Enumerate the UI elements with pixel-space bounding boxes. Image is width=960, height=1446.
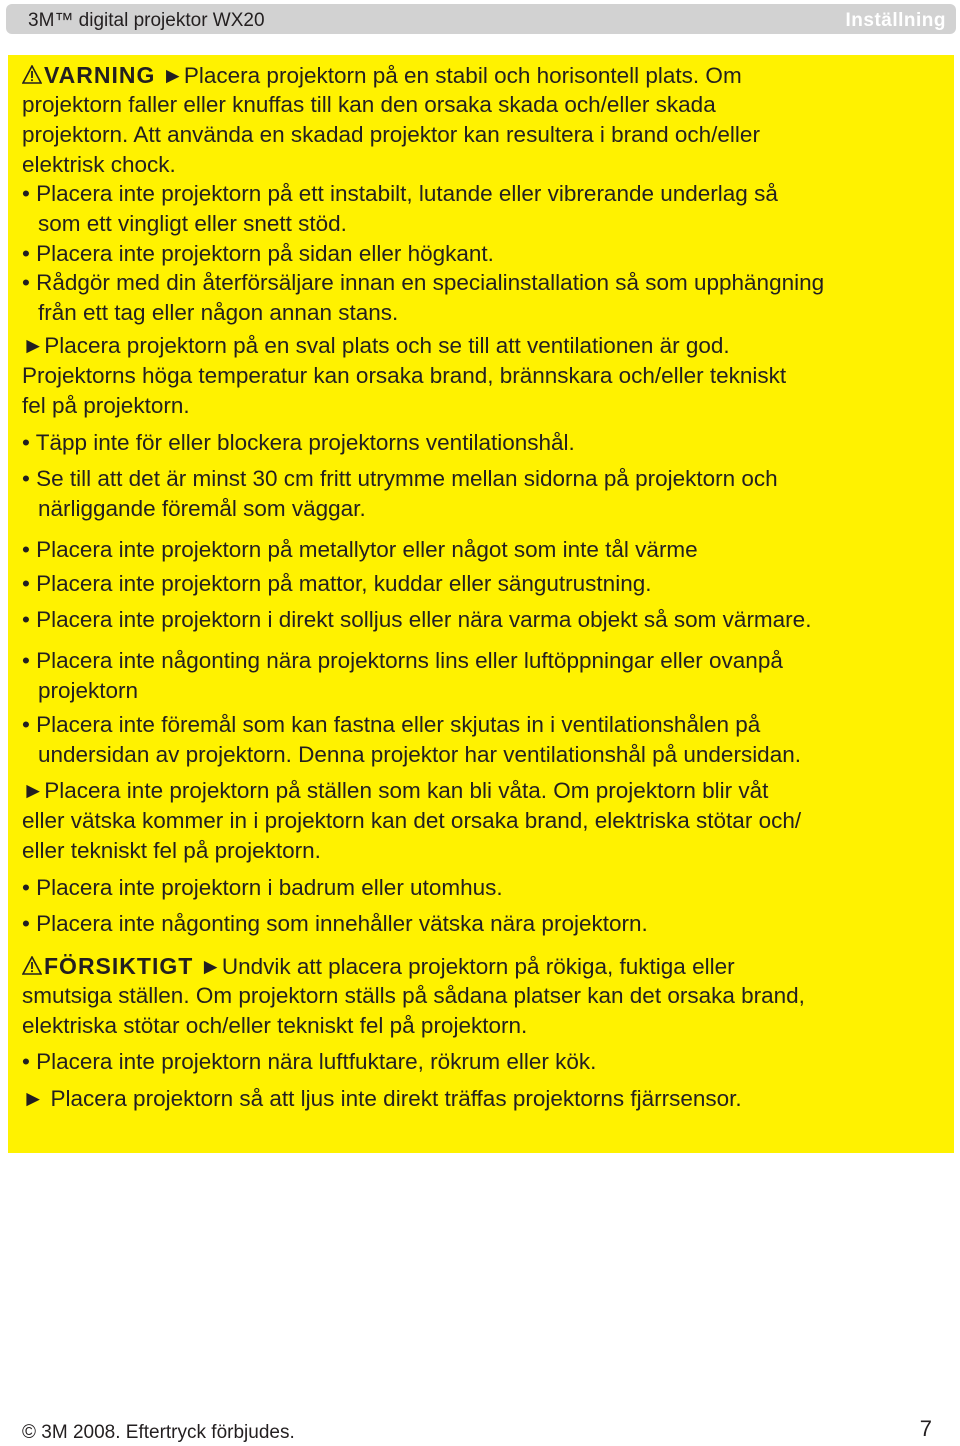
section-title: Inställning	[845, 10, 946, 31]
document-title: 3M™ digital projektor WX20	[28, 10, 265, 31]
bullet-item: • Placera inte projektorn på mattor, kuddar eller sängutrustning.	[22, 571, 652, 596]
bullet-item: • Täpp inte för eller blockera projektorns ventilationshål.	[22, 430, 575, 455]
copyright-notice: © 3M 2008. Eftertryck förbjudes.	[22, 1422, 295, 1443]
warning-text-line: elektrisk chock.	[22, 152, 176, 177]
warning-heading-line	[22, 60, 742, 91]
warning-label: VARNING	[44, 62, 156, 88]
bullet-item: • Placera inte projektorn nära luftfuktare, rökrum eller kök.	[22, 1049, 597, 1074]
warning-text-line: Projektorns höga temperatur kan orsaka brand, brännskara och/eller tekniskt	[22, 363, 787, 388]
bullet-item-continuation: projektorn	[38, 678, 139, 703]
bullet-item: • Placera inte projektorn på metallytor eller något som inte tål värme	[22, 537, 698, 562]
page-number: 7	[919, 1416, 932, 1441]
bullet-item: • Placera inte projektorn på ett instabilt, lutande eller vibrerande underlag så	[22, 181, 778, 206]
warning-intro: ►Placera projektorn på en stabil och horisontell plats. Om	[161, 63, 742, 88]
caution-intro: ►Undvik att placera projektorn på rökiga, fuktiga eller	[199, 954, 735, 979]
bullet-item: • Placera inte projektorn på sidan eller högkant.	[22, 241, 494, 266]
warning-text-line: eller vätska kommer in i projektorn kan det orsaka brand, elektriska stötar och/	[22, 808, 802, 833]
caution-text-line: elektriska stötar och/eller tekniskt fel på projektorn.	[22, 1013, 528, 1038]
bullet-item: • Placera inte någonting nära projektorns lins eller luftöppningar eller ovanpå	[22, 648, 783, 673]
header-bar	[6, 4, 956, 34]
bullet-item: • Rådgör med din återförsäljare innan en specialinstallation så som upphängning	[22, 270, 825, 295]
bullet-item-continuation: undersidan av projektorn. Denna projektor har ventilationshål på undersidan.	[38, 742, 801, 767]
warning-paragraph: ►Placera inte projektorn på ställen som kan bli våta. Om projektorn blir våt	[22, 778, 769, 803]
warning-triangle-icon	[22, 956, 42, 976]
bullet-item: • Placera inte någonting som innehåller vätska nära projektorn.	[22, 911, 648, 936]
warning-text-line: projektorn faller eller knuffas till kan den orsaka skada och/eller skada	[22, 92, 716, 117]
warning-paragraph: ►Placera projektorn på en sval plats och se till att ventilationen är god.	[22, 333, 730, 358]
warning-text-line: eller tekniskt fel på projektorn.	[22, 838, 321, 863]
warning-text-line: projektorn. Att använda en skadad projektor kan resultera i brand och/eller	[22, 122, 760, 147]
bullet-item-continuation: närliggande föremål som väggar.	[38, 496, 366, 521]
bullet-item-continuation: från ett tag eller någon annan stans.	[38, 300, 399, 325]
caution-text-line: smutsiga ställen. Om projektorn ställs på sådana platser kan det orsaka brand,	[22, 983, 805, 1008]
warning-triangle-icon	[22, 65, 42, 85]
warning-text-line: fel på projektorn.	[22, 393, 190, 418]
caution-heading-line	[22, 951, 735, 982]
bullet-item-continuation: som ett vingligt eller snett stöd.	[38, 211, 347, 236]
caution-paragraph: ► Placera projektorn så att ljus inte direkt träffas projektorns fjärrsensor.	[22, 1086, 742, 1111]
bullet-item: • Placera inte föremål som kan fastna eller skjutas in i ventilationshålen på	[22, 712, 761, 737]
bullet-item: • Placera inte projektorn i direkt solljus eller nära varma objekt så som värmare.	[22, 607, 812, 632]
bullet-item: • Se till att det är minst 30 cm fritt utrymme mellan sidorna på projektorn och	[22, 466, 778, 491]
caution-label: FÖRSIKTIGT	[44, 953, 194, 979]
bullet-item: • Placera inte projektorn i badrum eller utomhus.	[22, 875, 503, 900]
